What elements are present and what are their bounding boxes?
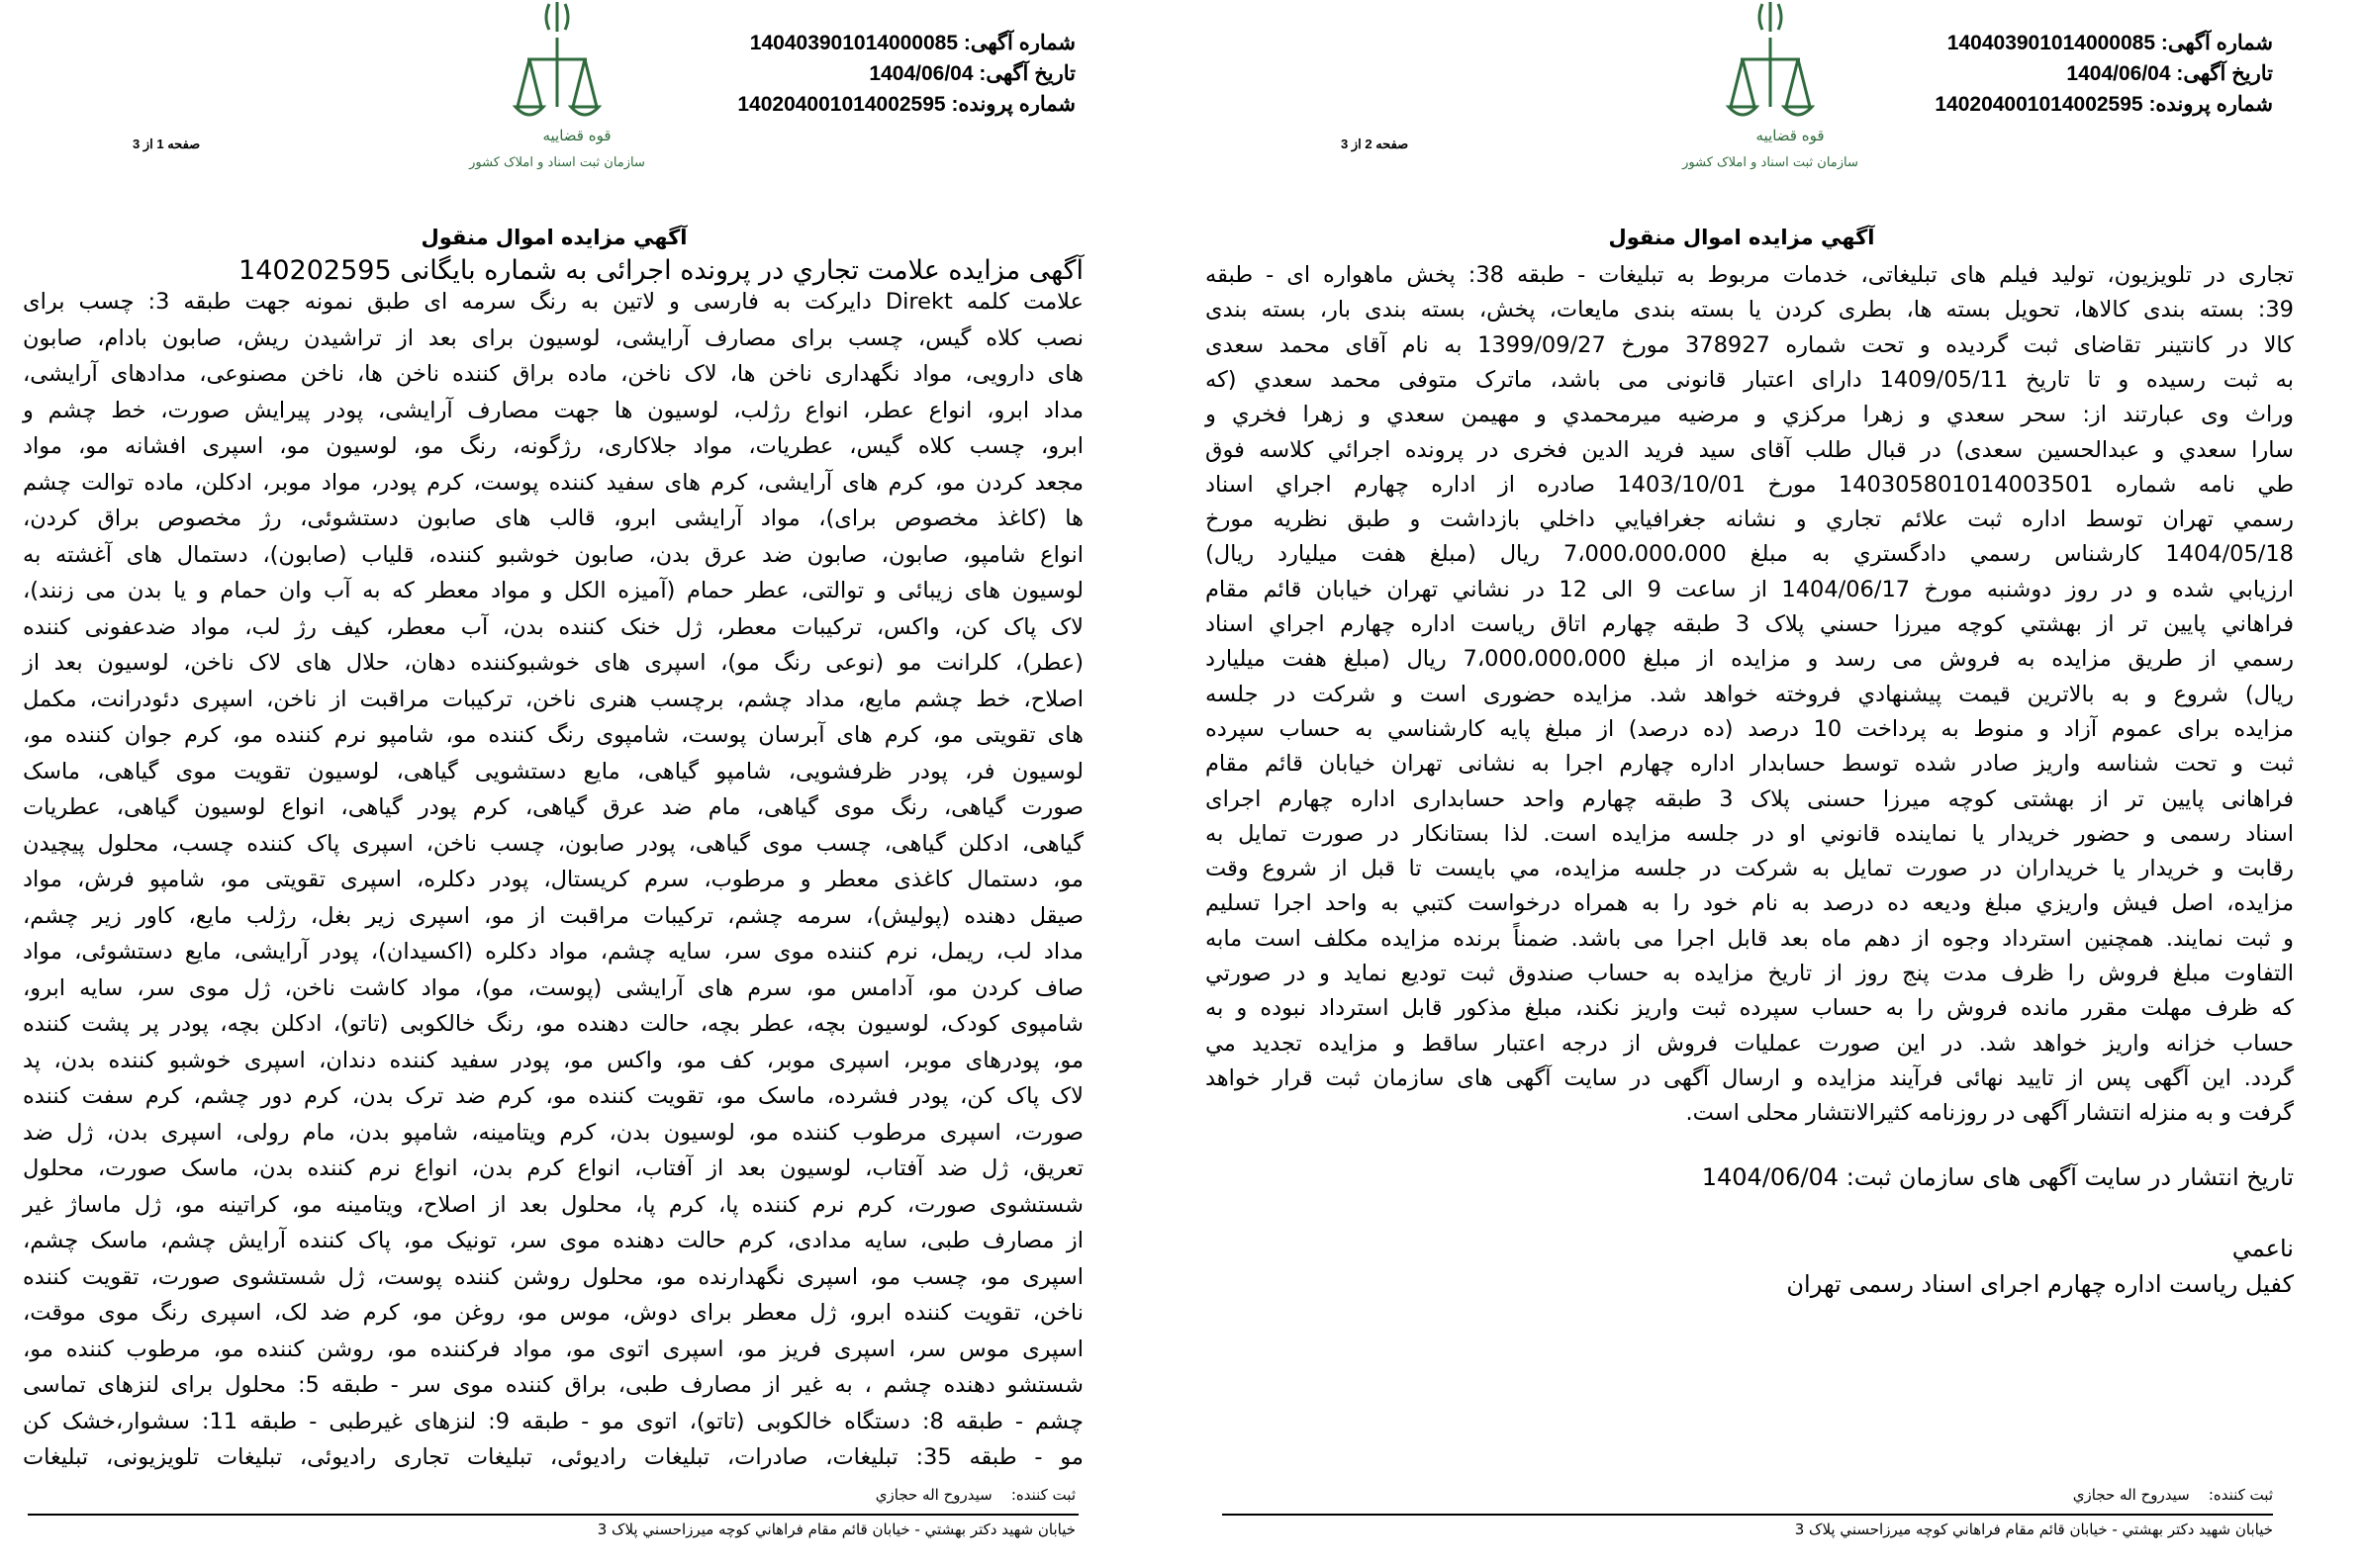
page-1 (0, 0, 1182, 1568)
notice-title: آگهي مزايده اموال منقول (1608, 226, 1875, 249)
body-text-line: سارا سعدي و عبدالحسين سعدی) در قبال طلب آقای سید فرید الدین فخری در پرونده اجرائي كلاسه فوق (1205, 436, 2294, 463)
logo-text-registration-org: سازمان ثبت اسناد و املاک کشور (1682, 155, 1858, 170)
body-text-line: از مصارف طبی، سایه مدادی، کرم حالت دهنده موی سر، تونیک مو، پاک کننده آرایش چشم، ماسک چشم، (23, 1228, 1084, 1253)
ad-date: 1404/06/04 (2066, 62, 2171, 85)
registrar (876, 1486, 1076, 1504)
ad-date-row (1935, 58, 2273, 89)
body-text-line: شامپوی کودک، لوسیون بچه، عطر بچه، حالت دهنده مو، رنگ خالکوبی (تاتو)، ادکلن بچه، پودر پر پشت کننده (23, 1011, 1084, 1037)
body-text-line: اسپری مو، چسب مو، اسپری نگهدارنده مو، محلول روشن کننده پوست، ژل شستشوی صورت، تقویت کننده (23, 1263, 1084, 1290)
body-text-line: ارزيابي شده و در روز دوشنبه مورخ 1404/06/17 از ساعت 9 الی 12 در نشاني تهران خيابان قائم مقام (1205, 576, 2294, 602)
body-text-line: ناخن، تقویت کننده ابرو، ژل معطر برای دوش، موس مو، روغن مو، کرم ضد لک، اسپری رنگ موی موقت، (23, 1300, 1084, 1326)
body-text-line: نصب کلاه گیس، چسب برای مصارف آرایشی، لوسیون برای بعد از تراشیدن ریش، صابون بادام، صابون (23, 324, 1084, 351)
body-text-line: اسپری موس سر، اسپری فریز مو، اسپری اتوی مو، مواد فرکننده مو، روشن کننده مو، مرطوب کننده مو، (23, 1336, 1084, 1362)
body-text-line: 39: بسته بندی کالاها، تحویل بسته ها، بطری کردن یا بسته بندی مایعات، پخش، بسته بندی بار، بسته بندی (1205, 297, 2294, 323)
body-text-line: التفاوت مبلغ فروش را ظرف مدت پنج روز از تاريخ مزايده به حساب صندوق ثبت توديع نمايد و در صورتي (1205, 961, 2294, 986)
body-text-line: صورت، اسپری مرطوب کننده مو، لوسیون بدن، کرم ویتامینه، شامپو بدن، مام رولی، اسپری بدن، ژل ضد (23, 1119, 1084, 1146)
body-text-line: تعریق، ژل ضد آفتاب، لوسیون بعد از آفتاب، انواع کرم بدن، انواع نرم کننده بدن، ماسک صورت، محلول (23, 1155, 1084, 1181)
logo-text-judiciary: قوه قضاییه (1755, 127, 1825, 144)
ad-date-row (737, 58, 1076, 89)
page-number: صفحه 2 از 3 (1341, 137, 1409, 151)
scales-of-justice-icon (469, 0, 645, 173)
publish-date-line (1702, 1163, 2294, 1191)
signer-name: ناعمي (2231, 1235, 2294, 1262)
signer-title: کفيل رياست اداره چهارم اجرای اسناد رسمی تهران (1786, 1270, 2294, 1298)
body-text-line: رقابت و خريدار يا خريداران در صورت تمايل به شرکت در جلسه مزايده، مي بايست تا قبل از شروع وقت (1205, 856, 2294, 882)
body-text-line: حساب خزانه واريز خواهد شد. در اين صورت عمليات فروش از درجه اعتبار ساقط و مزايده تجديد مي (1205, 1030, 2294, 1057)
notice-subtitle: آگهی مزایده علامت تجاري در پرونده اجرائی به شماره بایگانی 140202595 (238, 255, 1084, 286)
body-text-line: های تقویتی مو، کرم های آبرسان پوست، شامپوی رنگ کننده مو، شامپو نرم کننده مو، کرم جوان کننده مو، (23, 722, 1084, 748)
footer-divider (1222, 1514, 2273, 1516)
notice-title: آگهي مزايده اموال منقول (421, 226, 688, 249)
judiciary-logo (469, 0, 645, 173)
ad-date-label: تاریخ آگهی: (979, 62, 1076, 85)
body-text-line: کالا در کانتینر تقاضای ثبت گردیده و تحت شماره 378927 مورخ 1399/09/27 به نام آقای محمد سعدی (1205, 331, 2294, 358)
body-text-line: مداد لب، ریمل، نرم کننده موی سر، سایه چشم، مواد دکلره (اکسیدان)، پودر آرایشی، مایع دستشوئی، مواد (23, 939, 1084, 965)
page-number: صفحه 1 از 3 (133, 137, 201, 151)
ad-number: 140403901014000085 (1946, 32, 2156, 54)
body-text-line: ريال) شروع و به بالاترين قيمت پيشنهادي فروخته خواهد شد. مزايده حضوری است و شرکت در جلسه (1205, 681, 2294, 707)
body-text-line: مو، پودرهای موبر، اسپری موبر، کف مو، واکس مو، پودر سفید کننده دندان، اسپری خوشبو کننده بدن، پد (23, 1047, 1084, 1073)
body-text-line: رسمي تهران توسط اداره ثبت علائم تجاري و نشانه جغرافيايي داخلي بازداشت و طبق نظريه مورخ (1205, 507, 2294, 533)
body-text-line: ها (کاغذ مخصوص برای)، مواد آرایشی ابرو، قالب های صابون دستشوئی، رژ مخصوص براق کردن، (23, 506, 1084, 531)
ad-date-label: تاریخ آگهی: (2176, 62, 2273, 85)
page-2 (1182, 0, 2365, 1568)
file-number-row (737, 89, 1076, 120)
body-text-line: صاف کردن مو، آدامس مو، سرم های آرایشی (پوست، مو)، مواد کاشت ناخن، ژل موی سر، سایه ابرو، (23, 974, 1084, 1001)
ad-header (1935, 28, 2273, 120)
logo-text-registration-org: سازمان ثبت اسناد و املاک کشور (469, 155, 645, 170)
body-text-line: انواع شامپو، صابون، صابون ضد عرق بدن، صابون خوشبو کننده، قلیاب (صابون)، دستمال های آغشته به (23, 541, 1084, 568)
body-text-line: مجعد کردن مو، کرم های آرایشی، کرم های سفید کننده پوست، کرم پودر، مواد موبر، ادکلن، ماده توالت چشم (23, 469, 1084, 496)
body-text-line: رسمي از طريق مزايده به فروش می رسد و مزايده از مبلغ 7،000،000،000 ريال (مبلغ هفت ميليارد (1205, 646, 2294, 673)
registrar-label: ثبت کننده: (1010, 1486, 1076, 1504)
ad-number: 140403901014000085 (749, 32, 959, 54)
publish-date: 1404/06/04 (1701, 1163, 1840, 1191)
body-text-line: علامت کلمه Direkt دایرکت به فارسی و لاتین به رنگ سرمه ای طبق نمونه جهت طبقه 3: چسب برای (23, 289, 1085, 315)
body-text-line: طي نامه شماره 140305801014003501 مورخ 1403/10/01 صادره از اداره چهارم اجراي اسناد (1205, 471, 2294, 498)
body-text-line: گرفت و به منزله انتشار آگهی در روزنامه کثیرالانتشار محلی است. (1685, 1100, 2294, 1127)
ad-date: 1404/06/04 (869, 62, 974, 85)
body-text-line: مداد ابرو، انواع عطر، انواع رژلب، لوسیون ها جهت مصارف آرایشی، پودر پیرایش صورت، خط چشم و (23, 397, 1084, 423)
publish-date-label: تاریخ انتشار در سایت آگهی های سازمان ثبت: (1845, 1163, 2294, 1191)
body-text-line: لاک پاک کن، پودر فشرده، ماسک مو، تقویت کننده مو، کرم ضد ترک بدن، کرم دور چشم، کرم سفت کننده (23, 1083, 1084, 1109)
scales-of-justice-icon (1682, 0, 1858, 173)
body-text-line: صورت گیاهی، رنگ موی گیاهی، مام ضد عرق گیاهی، کرم پودر گیاهی، انواع لوسیون گیاهی، عطریات (23, 794, 1084, 820)
footer-divider (28, 1514, 1079, 1516)
file-number-label: شماره پرونده: (951, 93, 1076, 116)
judiciary-logo (1682, 0, 1858, 173)
ad-number-row (1935, 28, 2273, 58)
body-text-line: صیقل دهنده (پولیش)، سرمه چشم، ترکیبات مراقبت از مو، اسپری زیر بغل، رژلب مایع، کاور زیر چشم، (23, 902, 1084, 929)
body-text-line: فراهاني پايين تر از بهشتي كوچه ميرزا حسني پلاک 3 طبقه چهارم اتاق رياست اداره چهارم اجراي اسناد (1205, 611, 2294, 637)
body-text-line: و ثبت نمايند. همچنین استرداد وجوه از دهم ماه بعد قابل اجرا می باشد. ضمناً برنده مزايده مكلف است مابه (1205, 925, 2294, 952)
body-text-line: كه ظرف مهلت مقرر مانده فروش را به حساب سپرده ثبت واريز نكند، مبلغ مذكور قابل استرداد نبوده و به (1205, 995, 2294, 1022)
body-text-line: لوسیون های زیبائی و توالتی، عطر حمام (آمیزه الکل و مواد معطر که به آب وان حمام و یا بدن می زنند)، (23, 578, 1084, 603)
body-text-line: لوسیون فر، پودر ظرفشویی، شامپو گیاهی، مایع دستشویی گیاهی، لوسیون تقویت موی گیاهی، ماسک (23, 758, 1084, 784)
body-text-line: 1404/05/18 کارشناس رسمي دادگستري به مبلغ 7،000،000،000 ريال (مبلغ هفت ميليارد ريال) (1205, 541, 2294, 568)
body-text-line: مو - طبقه 35: تبلیغات، صادرات، تبلیغات رادیوئی، تبلیغات تجاری رادیوئی، تبلیغات تلویزیونی، تبلیغات (23, 1444, 1084, 1470)
body-text-line: فراهانی پایین تر از بهشتی کوچه میرزا حسنی پلاک 3 طبقه چهارم واحد حسابداری اداره چهارم اجرای (1205, 785, 2294, 812)
body-text-line: شستشو دهنده چشم ، به غیر از مصارف طبی، براق کننده موی سر - طبقه 5: محلول برای لنزهای تماسی (23, 1372, 1084, 1398)
logo-text-judiciary: قوه قضاییه (542, 127, 612, 144)
body-text-line: ثبت و تحت شناسه واريز صادر شده توسط حسابدار اداره چهارم اجرا به نشانی تهران خیابان قائم مقام (1205, 751, 2294, 778)
body-text-line: مو، دستمال کاغذی معطر و مرطوب، سرم کریستال، پودر دکلره، اسپری تقویتی مو، شامپو فرش، مواد (23, 867, 1084, 892)
body-text-line: لاک پاک کن، واکس، ترکیبات معطر، ژل خنک کننده بدن، آب معطر، کیف رژ لب، مواد ضدعفونی کننده (23, 613, 1084, 640)
body-text-line: مزايده، اصل فيش واريزي مبلغ وديعه ده درصد به نام خود را به همراه درخواست کتبي به واحد اجرا تسليم (1205, 890, 2294, 917)
file-number: 140204001014002595 (1935, 93, 2143, 116)
body-text-line: (عطر)، کلرانت مو (نوعی رنگ مو)، اسپری های خوشبوکننده دهان، حلال های لاک ناخن، لوسیون بعد از (23, 650, 1084, 676)
body-text-line: چشم - طبقه 8: دستگاه خالکوبی (تاتو)، اتوی مو - طبقه 9: لنزهای غیرطبی - طبقه 11: سشوار،خشک کن (23, 1408, 1084, 1434)
body-text-line: گیاهی، ادکلن گیاهی، چسب موی گیاهی، پودر صابون، چسب ناخن، اسپری پاک کننده چسب، محلول پیچیدن (23, 830, 1084, 857)
registrar-label: ثبت کننده: (2208, 1486, 2273, 1504)
body-text-line: اسناد رسمی و حضور خريدار يا نماينده قانوني او در جلسه مزايده است. لذا بستانکار در صورت تمایل به (1205, 820, 2294, 847)
body-text-line: های دارویی، مواد نگهداری ناخن ها، لاک ناخن، ماده براق کننده ناخن ها، ناخن مصنوعی، مدادهای آرایشی، (23, 361, 1084, 387)
body-text-line: مزايده برای عموم آزاد و منوط به پرداخت 10 درصد (ده درصد) از مبلغ پايه كارشناسي به حساب سپرده (1205, 715, 2295, 742)
body-text-line: وراث وی عبارتند از: سحر سعدي و زهرا مرکزي و مرضيه ميرمحمدي و مهيمن سعدي و زهرا فخري و (1205, 402, 2294, 428)
file-number-label: شماره پرونده: (2148, 93, 2273, 116)
ad-header (737, 28, 1076, 120)
body-text-line: به ثبت رسیده و تا تاریخ 1409/05/11 دارای اعتبار قانونی می باشد، ماترک متوفی محمد سعدي (که (1205, 366, 2294, 393)
body-text-line: شستشوی صورت، کرم نرم کننده پا، کرم پا، محلول بعد از اصلاح، ویتامینه مو، کراتینه مو، ژل ماساژ غیر (23, 1191, 1084, 1218)
file-number: 140204001014002595 (737, 93, 946, 116)
ad-number-label: شماره آگهی: (2160, 32, 2273, 54)
registrar-name: سیدروح اله حجازي (875, 1486, 993, 1504)
file-number-row (1935, 89, 2273, 120)
ad-number-label: شماره آگهی: (963, 32, 1076, 54)
body-text-line: اصلاح، خط چشم مایع، مداد چشم، برچسب هنری ناخن، ترکیبات مراقبت از ناخن، اسپری دئودرانت، مکمل (23, 686, 1084, 712)
ad-number-row (737, 28, 1076, 58)
registrar-name: سیدروح اله حجازي (2072, 1486, 2190, 1504)
registrar (2073, 1486, 2273, 1504)
body-text-line: گردد. اين آگهی پس از تاييد نهائی فرآيند مزايده و ارسال آگهی در سایت آگهی های سازمان ثبت قرار خواهد (1205, 1064, 2294, 1091)
footer-address: خيابان شهيد دکتر بهشتي - خيابان قائم مقام فراهاني کوچه ميرزاحسني پلاک 3 (597, 1521, 1076, 1538)
footer-address: خيابان شهيد دکتر بهشتي - خيابان قائم مقام فراهاني کوچه ميرزاحسني پلاک 3 (1794, 1521, 2273, 1538)
body-text-line: تجاری در تلویزیون، تولید فیلم های تبلیغاتی، خدمات مربوط به تبلیغات - طبقه 38: پخش ماهواره ای - طبقه (1205, 262, 2294, 288)
body-text-line: ابرو، چسب کلاه گیس، عطریات، مواد جلاکاری، رژگونه، رنگ مو، لوسیون مو، اسپری افشانه مو، مواد (23, 433, 1084, 459)
